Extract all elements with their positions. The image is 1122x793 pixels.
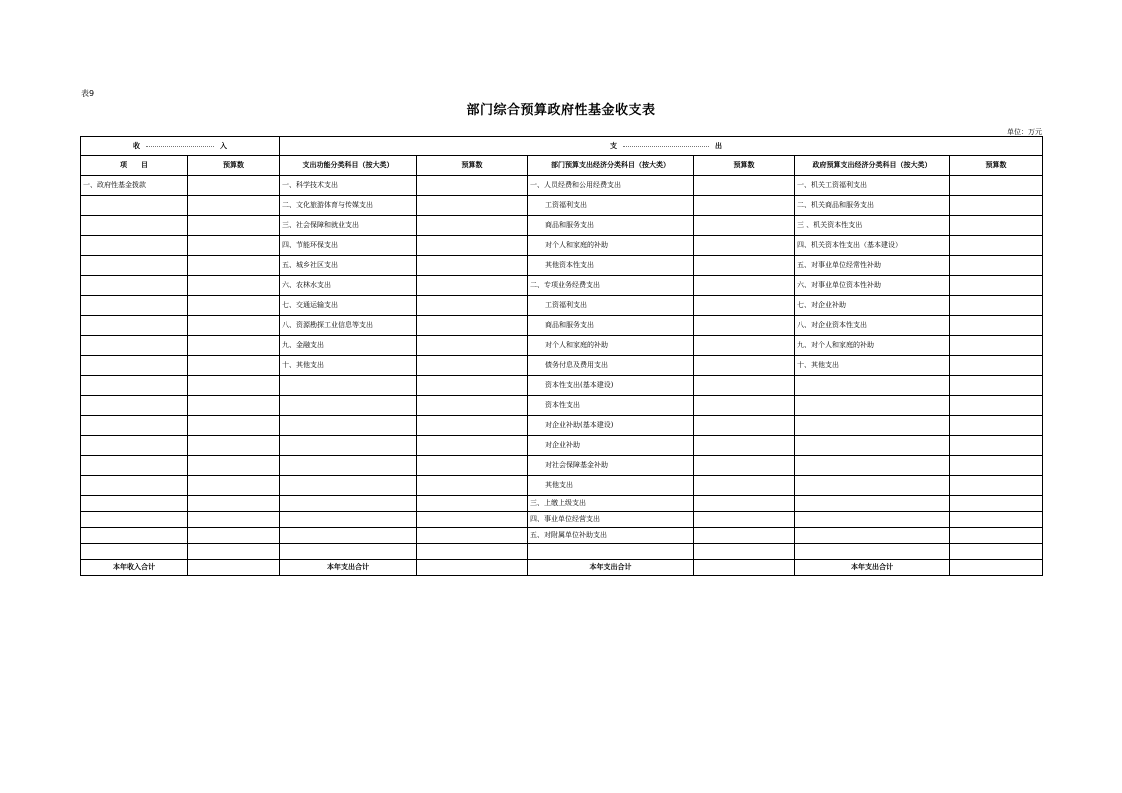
dept-budget xyxy=(694,396,795,416)
gov-item: 七、对企业补助 xyxy=(795,296,950,316)
dept-budget xyxy=(694,276,795,296)
func-budget xyxy=(417,376,528,396)
budget-table xyxy=(80,136,1043,576)
func-budget xyxy=(417,476,528,496)
table-row xyxy=(81,436,1043,456)
gov-budget xyxy=(950,456,1043,476)
income-item xyxy=(81,512,188,528)
gov-item: 四、机关资本性支出（基本建设） xyxy=(795,236,950,256)
func-item: 一、科学技术支出 xyxy=(280,176,417,196)
dept-budget xyxy=(694,416,795,436)
income-item xyxy=(81,296,188,316)
income-budget xyxy=(188,316,280,336)
gov-item xyxy=(795,528,950,544)
income-budget xyxy=(188,336,280,356)
dept-budget xyxy=(694,236,795,256)
gov-item xyxy=(795,376,950,396)
col-header-item: 项 目 xyxy=(81,156,188,176)
col-header-budget: 预算数 xyxy=(950,156,1043,176)
dept-item: 对个人和家庭的补助 xyxy=(528,236,694,256)
dept-budget xyxy=(694,436,795,456)
gov-budget xyxy=(950,436,1043,456)
income-budget xyxy=(188,416,280,436)
func-item xyxy=(280,496,417,512)
expense-header xyxy=(280,137,1043,156)
dept-budget xyxy=(694,496,795,512)
col-header-func: 支出功能分类科目（按大类） xyxy=(280,156,417,176)
col-header-gov: 政府预算支出经济分类科目（按大类） xyxy=(795,156,950,176)
func-budget xyxy=(417,236,528,256)
income-item xyxy=(81,416,188,436)
table-row xyxy=(81,196,1043,216)
dept-item: 对个人和家庭的补助 xyxy=(528,336,694,356)
gov-item xyxy=(795,436,950,456)
func-budget xyxy=(417,216,528,236)
gov-budget xyxy=(950,512,1043,528)
income-budget xyxy=(188,236,280,256)
func-budget xyxy=(417,296,528,316)
income-item xyxy=(81,196,188,216)
expense-header-left: 支 xyxy=(610,141,617,150)
gov-budget xyxy=(950,396,1043,416)
table-row xyxy=(81,356,1043,376)
gov-budget xyxy=(950,528,1043,544)
func-budget xyxy=(417,276,528,296)
dept-budget xyxy=(694,216,795,236)
dept-budget xyxy=(694,356,795,376)
income-item xyxy=(81,436,188,456)
dept-item: 商品和服务支出 xyxy=(528,216,694,236)
income-item xyxy=(81,236,188,256)
func-item xyxy=(280,544,417,560)
income-budget xyxy=(188,256,280,276)
dept-item: 工资福利支出 xyxy=(528,196,694,216)
income-budget xyxy=(188,196,280,216)
func-item xyxy=(280,456,417,476)
income-item xyxy=(81,396,188,416)
func-item: 三、社会保障和就业支出 xyxy=(280,216,417,236)
gov-budget xyxy=(950,316,1043,336)
dept-item: 其他资本性支出 xyxy=(528,256,694,276)
dept-budget xyxy=(694,336,795,356)
income-budget xyxy=(188,544,280,560)
dept-item: 一、人员经费和公用经费支出 xyxy=(528,176,694,196)
func-budget xyxy=(417,316,528,336)
table-row xyxy=(81,296,1043,316)
income-item xyxy=(81,528,188,544)
col-header-dept: 部门预算支出经济分类科目（按大类） xyxy=(528,156,694,176)
func-budget xyxy=(417,496,528,512)
dept-budget xyxy=(694,528,795,544)
func-item xyxy=(280,396,417,416)
income-budget xyxy=(188,376,280,396)
func-item: 六、农林水支出 xyxy=(280,276,417,296)
dept-budget xyxy=(694,456,795,476)
dept-item xyxy=(528,544,694,560)
table-row xyxy=(81,216,1043,236)
func-item: 五、城乡社区支出 xyxy=(280,256,417,276)
gov-item: 十、其他支出 xyxy=(795,356,950,376)
table-row xyxy=(81,236,1043,256)
income-header-left: 收 xyxy=(133,141,140,150)
func-budget xyxy=(417,512,528,528)
func-item: 八、资源勘探工业信息等支出 xyxy=(280,316,417,336)
income-item xyxy=(81,376,188,396)
income-item: 一、政府性基金拨款 xyxy=(81,176,188,196)
dept-budget xyxy=(694,512,795,528)
dept-item: 对企业补助(基本建设) xyxy=(528,416,694,436)
dept-item: 其他支出 xyxy=(528,476,694,496)
total-income-label: 本年收入合计 xyxy=(81,560,188,576)
dept-item: 商品和服务支出 xyxy=(528,316,694,336)
dotted-leader xyxy=(146,146,214,147)
dept-item: 对社会保障基金补助 xyxy=(528,456,694,476)
func-item: 四、节能环保支出 xyxy=(280,236,417,256)
income-item xyxy=(81,456,188,476)
income-item xyxy=(81,216,188,236)
col-header-budget: 预算数 xyxy=(694,156,795,176)
func-budget xyxy=(417,456,528,476)
gov-budget xyxy=(950,476,1043,496)
unit-label: 单位：万元 xyxy=(1007,128,1042,136)
income-budget xyxy=(188,356,280,376)
dept-item: 债务付息及费用支出 xyxy=(528,356,694,376)
income-item xyxy=(81,316,188,336)
gov-budget xyxy=(950,216,1043,236)
dept-budget xyxy=(694,176,795,196)
dept-budget xyxy=(694,316,795,336)
gov-budget xyxy=(950,356,1043,376)
table-row xyxy=(81,376,1043,396)
total-func-label: 本年支出合计 xyxy=(280,560,417,576)
func-item xyxy=(280,476,417,496)
dotted-leader xyxy=(623,146,709,147)
func-item xyxy=(280,376,417,396)
gov-budget xyxy=(950,196,1043,216)
dept-budget xyxy=(694,296,795,316)
total-income-budget xyxy=(188,560,280,576)
dept-budget xyxy=(694,196,795,216)
total-gov-label: 本年支出合计 xyxy=(795,560,950,576)
dept-budget xyxy=(694,376,795,396)
table-row xyxy=(81,416,1043,436)
gov-budget xyxy=(950,544,1043,560)
func-budget xyxy=(417,256,528,276)
table-row xyxy=(81,276,1043,296)
func-budget xyxy=(417,436,528,456)
func-item: 二、文化旅游体育与传媒支出 xyxy=(280,196,417,216)
income-budget xyxy=(188,396,280,416)
func-budget xyxy=(417,196,528,216)
income-header xyxy=(81,137,280,156)
gov-item xyxy=(795,544,950,560)
func-budget xyxy=(417,396,528,416)
func-item xyxy=(280,528,417,544)
table-row xyxy=(81,476,1043,496)
income-item xyxy=(81,356,188,376)
func-budget xyxy=(417,356,528,376)
gov-item xyxy=(795,496,950,512)
gov-item: 二、机关商品和服务支出 xyxy=(795,196,950,216)
table-row xyxy=(81,336,1043,356)
gov-budget xyxy=(950,236,1043,256)
header-row-1 xyxy=(81,137,1043,156)
gov-budget xyxy=(950,296,1043,316)
func-budget xyxy=(417,528,528,544)
table-row xyxy=(81,456,1043,476)
income-budget xyxy=(188,512,280,528)
income-item xyxy=(81,544,188,560)
gov-budget xyxy=(950,256,1043,276)
table-row xyxy=(81,528,1043,544)
table-row xyxy=(81,316,1043,336)
gov-item xyxy=(795,416,950,436)
total-dept-label: 本年支出合计 xyxy=(528,560,694,576)
dept-item: 对企业补助 xyxy=(528,436,694,456)
income-header-right: 入 xyxy=(220,141,227,150)
dept-item: 资本性支出 xyxy=(528,396,694,416)
income-budget xyxy=(188,456,280,476)
table-row xyxy=(81,544,1043,560)
header-row-2 xyxy=(81,156,1043,176)
table-row xyxy=(81,176,1043,196)
func-item xyxy=(280,436,417,456)
gov-budget xyxy=(950,416,1043,436)
income-budget xyxy=(188,176,280,196)
gov-item: 九、对个人和家庭的补助 xyxy=(795,336,950,356)
income-budget xyxy=(188,276,280,296)
income-item xyxy=(81,276,188,296)
dept-item: 工资福利支出 xyxy=(528,296,694,316)
dept-budget xyxy=(694,544,795,560)
total-gov-budget xyxy=(950,560,1043,576)
gov-item: 三 、机关资本性支出 xyxy=(795,216,950,236)
page-title: 部门综合预算政府性基金收支表 xyxy=(466,103,656,118)
col-header-budget: 预算数 xyxy=(417,156,528,176)
income-budget xyxy=(188,436,280,456)
gov-item xyxy=(795,396,950,416)
expense-header-right: 出 xyxy=(715,141,723,150)
dept-item: 三、上缴上级支出 xyxy=(528,496,694,512)
func-budget xyxy=(417,176,528,196)
total-func-budget xyxy=(417,560,528,576)
income-item xyxy=(81,496,188,512)
table-row xyxy=(81,256,1043,276)
gov-item: 八、对企业资本性支出 xyxy=(795,316,950,336)
total-dept-budget xyxy=(694,560,795,576)
income-item xyxy=(81,336,188,356)
func-budget xyxy=(417,336,528,356)
table-row xyxy=(81,496,1043,512)
func-budget xyxy=(417,544,528,560)
func-item xyxy=(280,416,417,436)
gov-item: 五、对事业单位经常性补助 xyxy=(795,256,950,276)
income-budget xyxy=(188,476,280,496)
income-budget xyxy=(188,216,280,236)
dept-item: 五、对附属单位补助支出 xyxy=(528,528,694,544)
gov-budget xyxy=(950,176,1043,196)
dept-item: 二、专项业务经费支出 xyxy=(528,276,694,296)
gov-item xyxy=(795,476,950,496)
totals-row xyxy=(81,560,1043,576)
income-item xyxy=(81,256,188,276)
func-item xyxy=(280,512,417,528)
func-item: 七、交通运输支出 xyxy=(280,296,417,316)
income-item xyxy=(81,476,188,496)
func-budget xyxy=(417,416,528,436)
dept-item: 四、事业单位经营支出 xyxy=(528,512,694,528)
func-item: 十、其他支出 xyxy=(280,356,417,376)
gov-budget xyxy=(950,336,1043,356)
gov-budget xyxy=(950,276,1043,296)
table-row xyxy=(81,512,1043,528)
gov-item: 六、对事业单位资本性补助 xyxy=(795,276,950,296)
income-budget xyxy=(188,496,280,512)
gov-budget xyxy=(950,376,1043,396)
income-budget xyxy=(188,528,280,544)
gov-item xyxy=(795,456,950,476)
gov-item xyxy=(795,512,950,528)
gov-budget xyxy=(950,496,1043,512)
gov-item: 一、机关工资福利支出 xyxy=(795,176,950,196)
income-budget xyxy=(188,296,280,316)
table-number: 表9 xyxy=(81,89,95,98)
dept-budget xyxy=(694,476,795,496)
table-row xyxy=(81,396,1043,416)
dept-item: 资本性支出(基本建设) xyxy=(528,376,694,396)
col-header-budget: 预算数 xyxy=(188,156,280,176)
dept-budget xyxy=(694,256,795,276)
func-item: 九、金融支出 xyxy=(280,336,417,356)
